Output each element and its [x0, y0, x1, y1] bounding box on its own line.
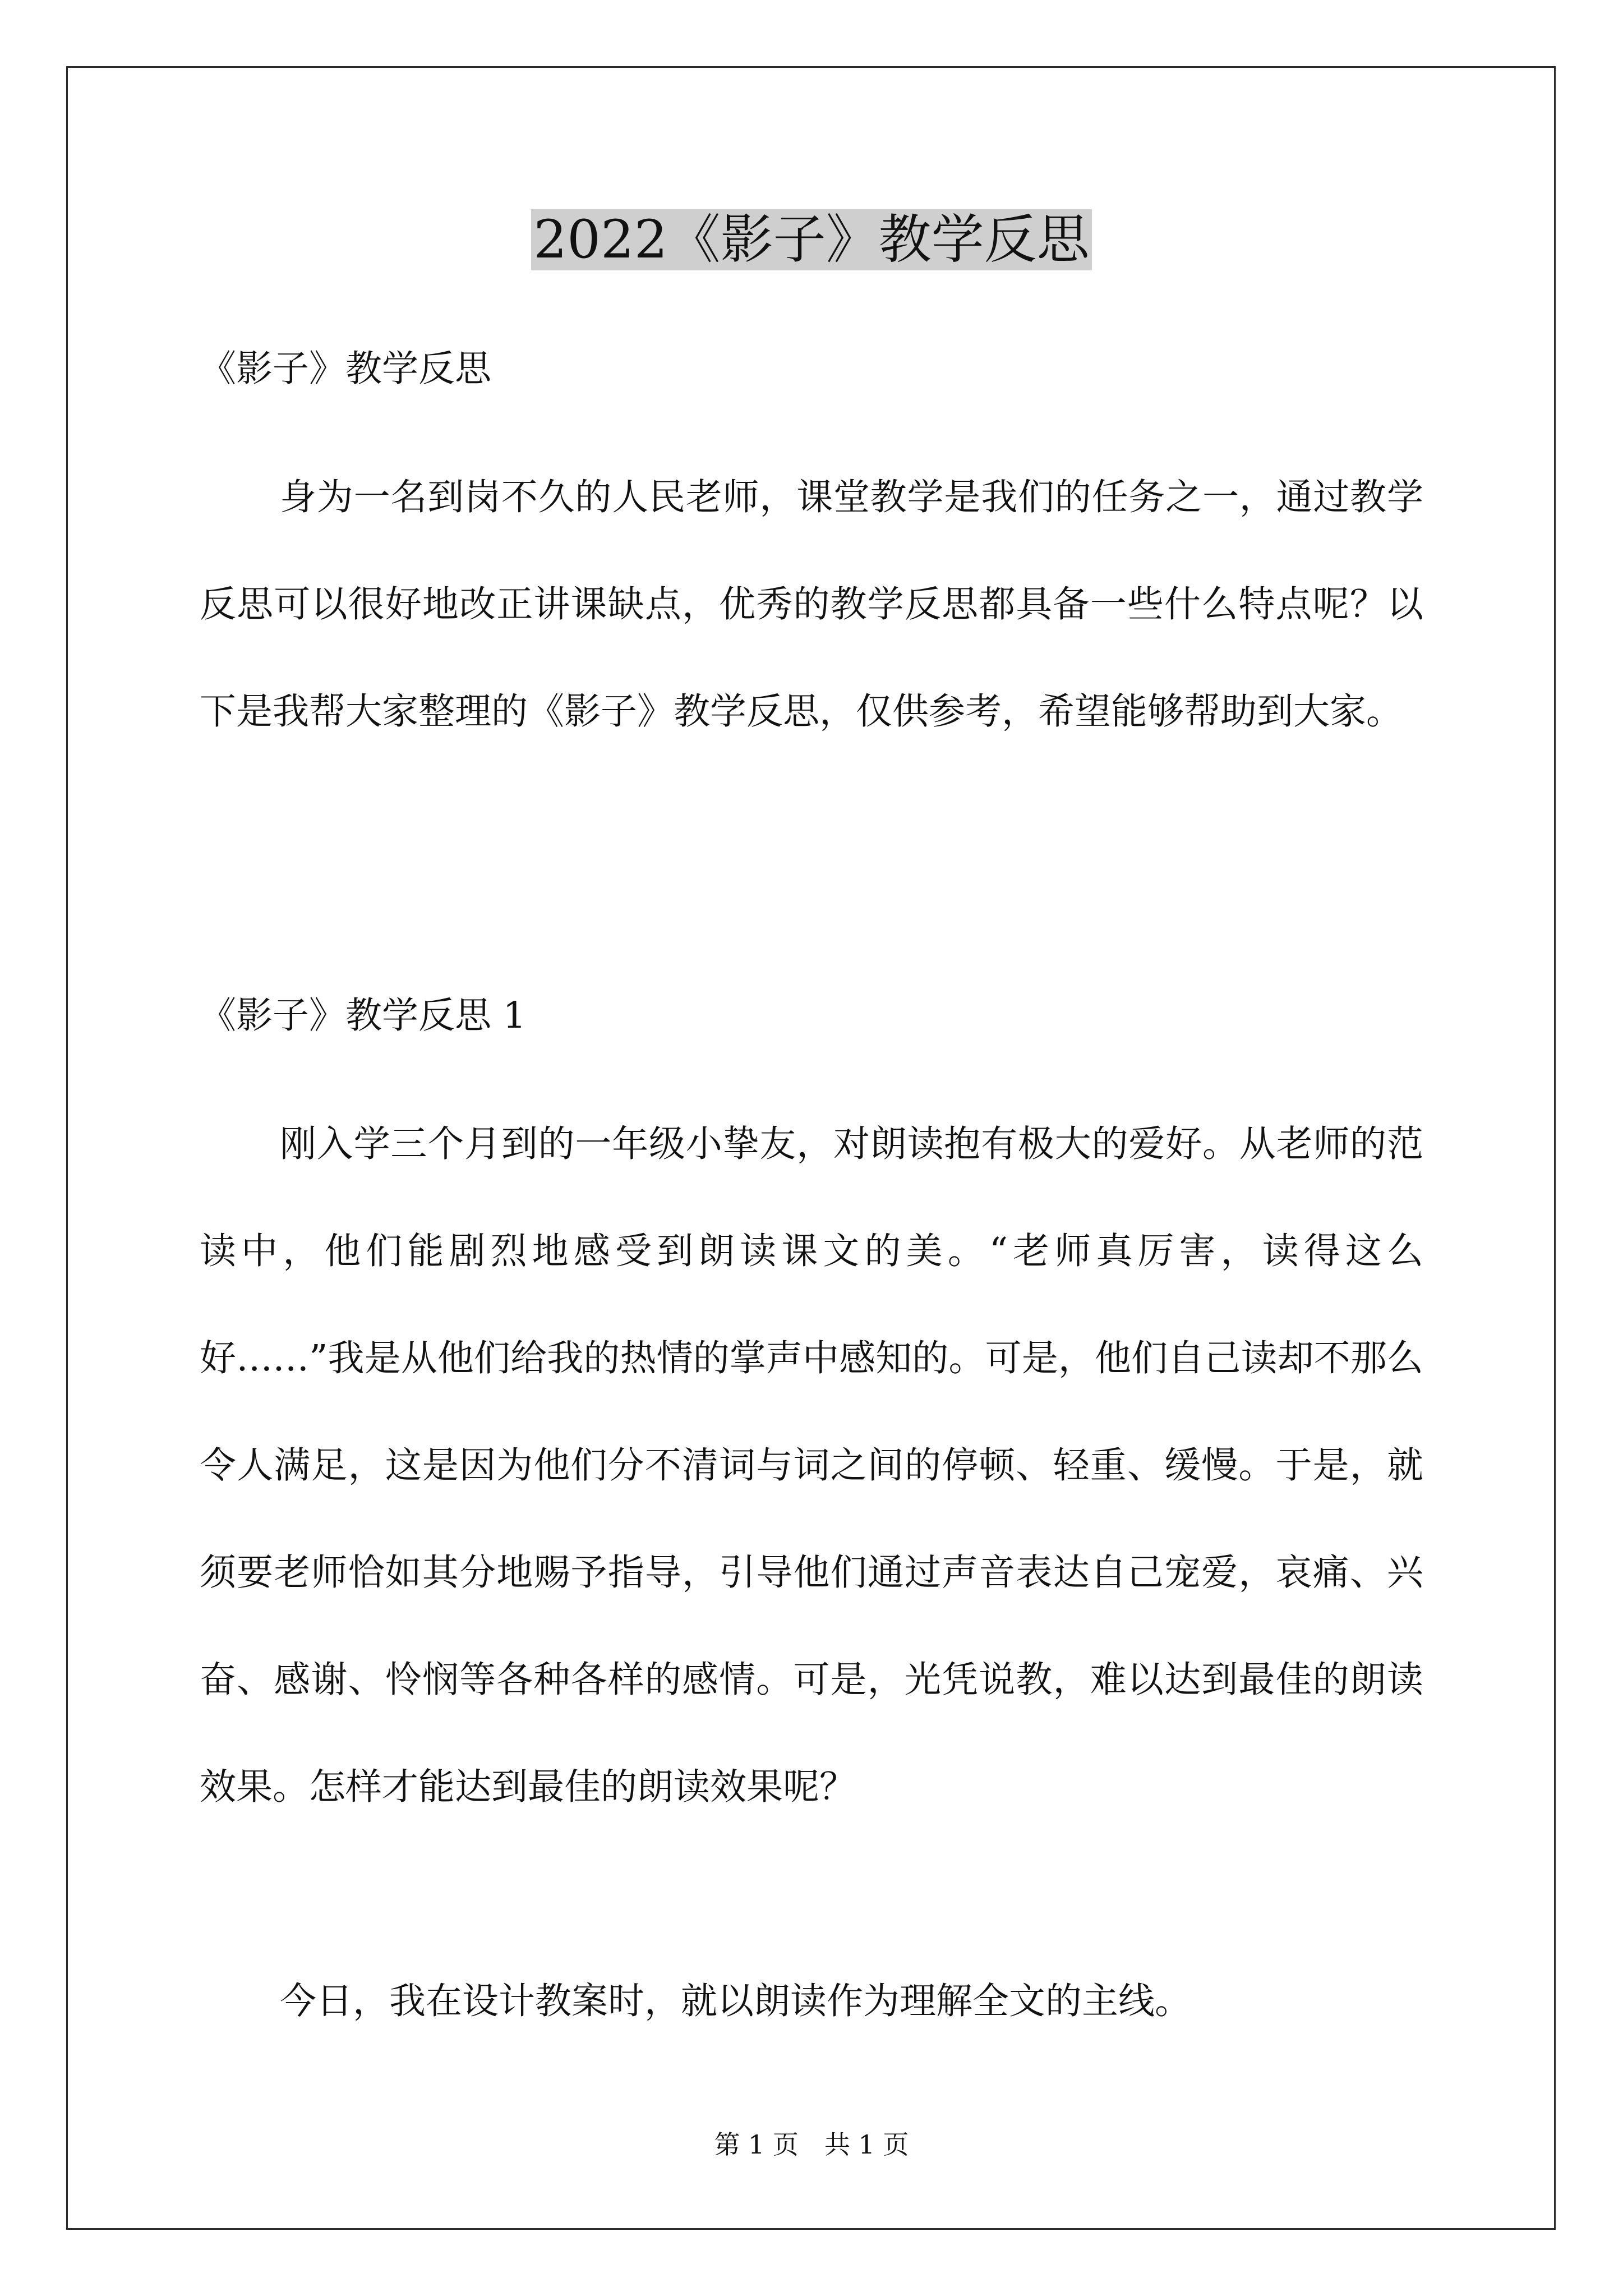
document-title-text: 2022《影子》教学反思 — [531, 209, 1091, 270]
intro-paragraph: 身为一名到岗不久的人民老师，课堂教学是我们的任务之一，通过教学反思可以很好地改正讲课缺点，优秀的教学反思都具备一些什么特点呢？以下是我帮大家整理的《影子》教学反思，仅供参考，希望能够帮助到大家。 — [200, 476, 1423, 733]
intro-heading: 《影子》教学反思 — [200, 348, 492, 390]
page-number-footer: 第 1 页 共 1 页 — [714, 2129, 909, 2160]
section-heading-1: 《影子》教学反思 1 — [200, 995, 527, 1037]
section-1-paragraph-1: 刚入学三个月到的一年级小挚友，对朗读抱有极大的爱好。从老师的范读中，他们能剧烈地感受到朗读课文的美。“老师真厉害，读得这么好……”我是从他们给我的热情的掌声中感知的。可是，他们自己读却不那么令人满足，这是因为他们分不清词与词之间的停顿、轻重、缓慢。于是，就须要老师恰如其分地赐予指导，引导他们通过声音表达自己宠爱，哀痛、兴奋、感谢、怜悯等各种各样的感情。可是，光凭说教，难以达到最佳的朗读效果。怎样才能达到最佳的朗读效果呢？ — [200, 1123, 1423, 1808]
section-1-paragraph-2: 今日，我在设计教案时，就以朗读作为理解全文的主线。 — [280, 1980, 1192, 2022]
document-title — [200, 201, 1423, 279]
